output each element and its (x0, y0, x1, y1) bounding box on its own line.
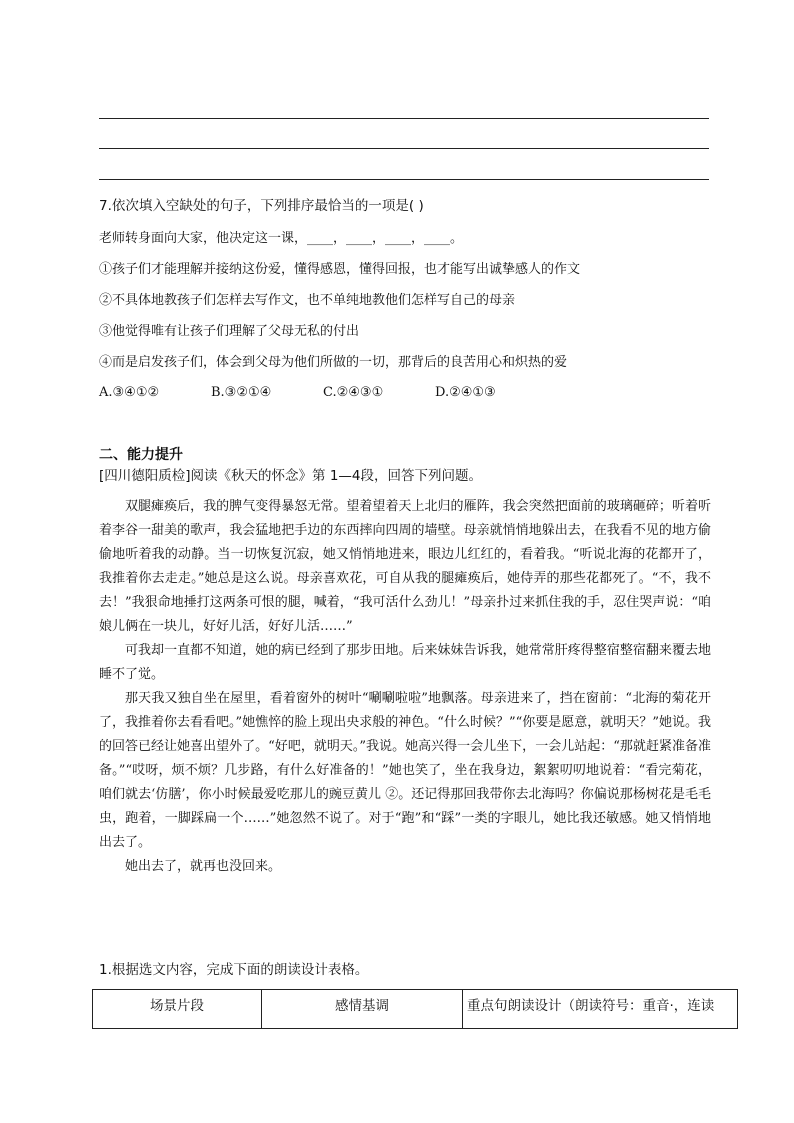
passage-paragraph: 那天我又独自坐在屋里，看着窗外的树叶“唰唰啦啦”地飘落。母亲进来了，挡在窗前：“北海的菊花开了，我推着你去看看吧。”她憔悴的脸上现出央求般的神色。“什么时候？”“你要是愿意，就明天？”她说。我的回答已经让她喜出望外了。“好吧，就明天。”我说。她高兴得一会儿坐下，一会儿站起：“那就赶紧准备准备。”“哎呀，烦不烦？几步路，有什么好准备的！”她也笑了，坐在我身边，絮絮叨叨地说着：“看完菊花，咱们就去‘仿膳’，你小时候最爱吃那儿的豌豆黄儿 ②。还记得那回我带你去北海吗？你偏说那杨树花是毛毛虫，跑着，一脚踩扁一个……”她忽然不说了。对于“跑”和“踩”一类的字眼儿，她比我还敏感。她又悄悄地出去了。 (99, 691, 711, 850)
table-header-scene: 场景片段 (93, 990, 262, 1029)
passage-paragraph: 她出去了，就再也没回来。 (125, 859, 282, 874)
question-1-prompt: 1.根据选文内容，完成下面的朗读设计表格。 (99, 962, 369, 978)
table-header-design: 重点句朗读设计（朗读符号：重音·，连读 (463, 990, 738, 1029)
answer-line-3 (99, 179, 709, 180)
table-header-tone: 感情基调 (262, 990, 463, 1029)
option-d[interactable]: D.②④①③ (435, 385, 496, 400)
passage-paragraph: 可我却一直都不知道，她的病已经到了那步田地。后来妹妹告诉我，她常常肝疼得整宿整宿翻来覆去地睡不了觉。 (99, 643, 711, 682)
question-7-lead: 老师转身面向大家，他决定这一课，____，____，____，____。 (99, 231, 464, 246)
question-7-item: ①孩子们才能理解并接纳这份爱，懂得感恩，懂得回报，也才能写出诚挚感人的作文 (99, 262, 581, 277)
question-7-item: ④而是启发孩子们，体会到父母为他们所做的一切，那背后的良苦用心和炽热的爱 (99, 355, 568, 370)
option-c[interactable]: C.②④③① (323, 385, 384, 400)
question-7-options (99, 385, 699, 403)
passage (99, 495, 711, 879)
reading-source: [四川德阳质检]阅读《秋天的怀念》第 1—4段，回答下列问题。 (99, 468, 483, 484)
answer-line-1 (99, 118, 709, 119)
question-7-item: ②不具体地教孩子们怎样去写作文，也不单纯地教他们怎样写自己的母亲 (99, 293, 516, 308)
passage-paragraph: 双腿瘫痪后，我的脾气变得暴怒无常。望着望着天上北归的雁阵，我会突然把面前的玻璃砸碎；听着听着李谷一甜美的歌声，我会猛地把手边的东西摔向四周的墙壁。母亲就悄悄地躲出去，在我看不见的地方偷偷地听着我的动静。当一切恢复沉寂，她又悄悄地进来，眼边儿红红的，看着我。“听说北海的花都开了，我推着你去走走。”她总是这么说。母亲喜欢花，可自从我的腿瘫痪后，她侍弄的那些花都死了。“不，我不去！”我狠命地捶打这两条可恨的腿，喊着，“我可活什么劲儿！”母亲扑过来抓住我的手，忍住哭声说：“咱娘儿俩在一块儿，好好儿活，好好儿活……” (99, 499, 711, 634)
reading-design-table (92, 989, 738, 1029)
section-heading: 二、能力提升 (99, 447, 183, 463)
question-7-prompt: 7.依次填入空缺处的句子，下列排序最恰当的一项是( ) (99, 198, 424, 214)
question-7-item: ③他觉得唯有让孩子们理解了父母无私的付出 (99, 324, 360, 339)
answer-line-2 (99, 148, 709, 149)
option-a[interactable]: A.③④①② (99, 385, 160, 400)
table-header-row (93, 990, 738, 1029)
option-b[interactable]: B.③②①④ (211, 385, 272, 400)
